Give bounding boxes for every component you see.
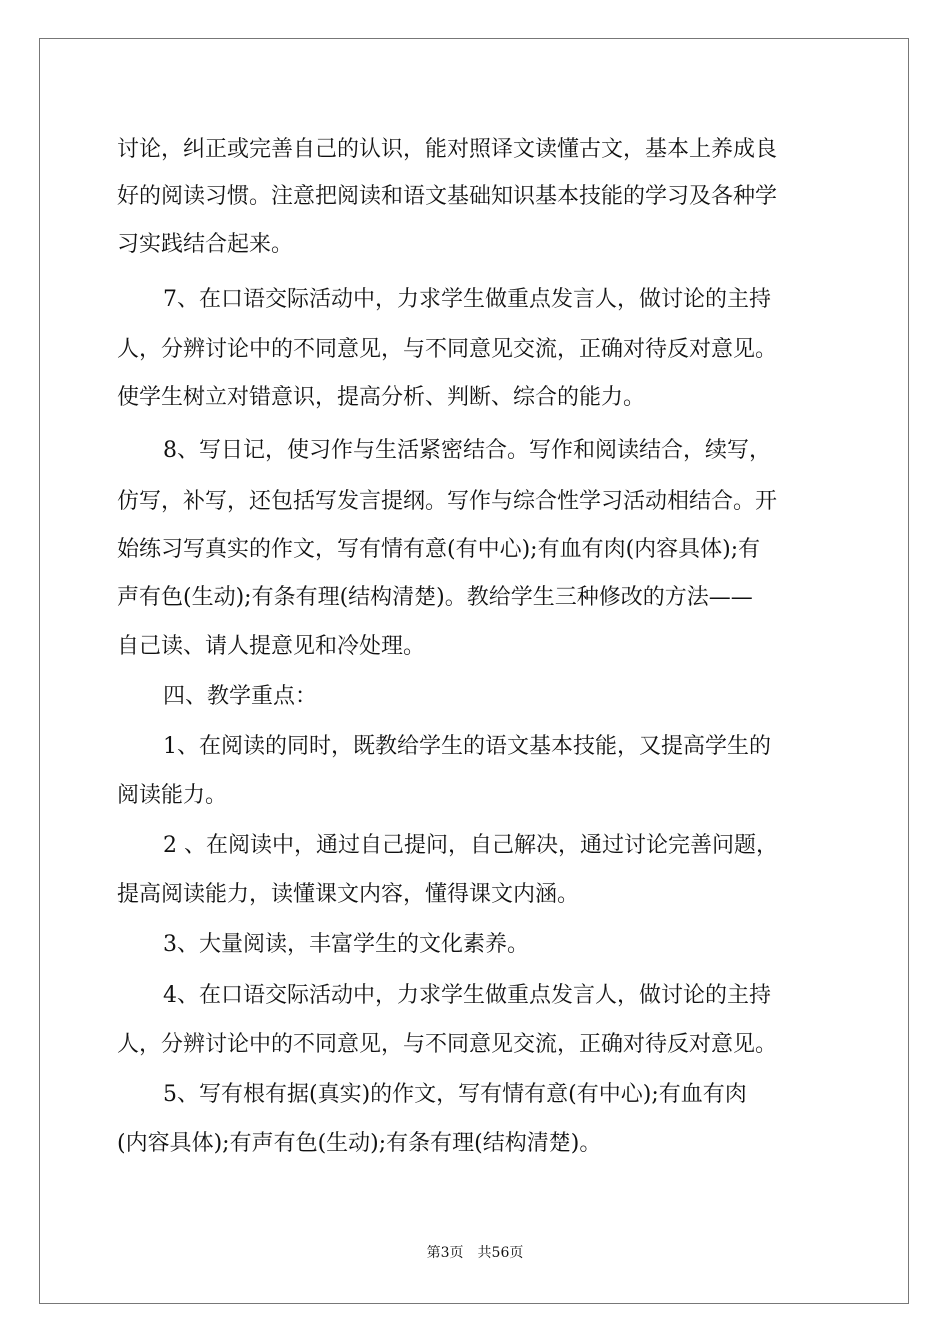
text-line: 8、写日记，使习作与生活紧密结合。写作和阅读结合，续写， bbox=[163, 438, 771, 463]
text-line: 3、大量阅读，丰富学生的文化素养。 bbox=[163, 932, 529, 957]
text-line: 7、在口语交际活动中，力求学生做重点发言人，做讨论的主持 bbox=[163, 287, 771, 312]
text-line: 讨论，纠正或完善自己的认识，能对照译文读懂古文，基本上养成良 bbox=[117, 137, 778, 162]
text-line: 提高阅读能力，读懂课文内容，懂得课文内涵。 bbox=[117, 882, 580, 907]
text-line: (内容具体);有声有色(生动);有条有理(结构清楚)。 bbox=[117, 1131, 602, 1156]
section-heading: 四、教学重点： bbox=[163, 684, 318, 709]
text-line: 人，分辨讨论中的不同意见，与不同意见交流，正确对待反对意见。 bbox=[117, 337, 778, 362]
text-line: 1、在阅读的同时，既教给学生的语文基本技能，又提高学生的 bbox=[163, 734, 771, 759]
text-line: 阅读能力。 bbox=[117, 783, 228, 808]
page-footer bbox=[0, 1242, 950, 1262]
text-line: 4、在口语交际活动中，力求学生做重点发言人，做讨论的主持 bbox=[163, 983, 771, 1008]
text-line: 2 、在阅读中，通过自己提问，自己解决，通过讨论完善问题， bbox=[163, 833, 778, 858]
page-total: 共56页 bbox=[477, 1245, 524, 1261]
text-line: 习实践结合起来。 bbox=[117, 232, 294, 257]
text-line: 自己读、请人提意见和冷处理。 bbox=[117, 634, 426, 659]
page-number: 第3页 bbox=[426, 1245, 464, 1261]
text-line: 仿写，补写，还包括写发言提纲。写作与综合性学习活动相结合。开 bbox=[117, 489, 778, 514]
text-line: 人，分辨讨论中的不同意见，与不同意见交流，正确对待反对意见。 bbox=[117, 1032, 778, 1057]
text-line: 使学生树立对错意识，提高分析、判断、综合的能力。 bbox=[117, 385, 646, 410]
text-line: 始练习写真实的作文，写有情有意(有中心);有血有肉(内容具体);有 bbox=[117, 537, 761, 562]
text-line: 好的阅读习惯。注意把阅读和语文基础知识基本技能的学习及各种学 bbox=[117, 184, 778, 209]
text-line: 声有色(生动);有条有理(结构清楚)。教给学生三种修改的方法—— bbox=[117, 585, 753, 610]
text-line: 5、写有根有据(真实)的作文，写有情有意(有中心);有血有肉 bbox=[163, 1082, 747, 1107]
